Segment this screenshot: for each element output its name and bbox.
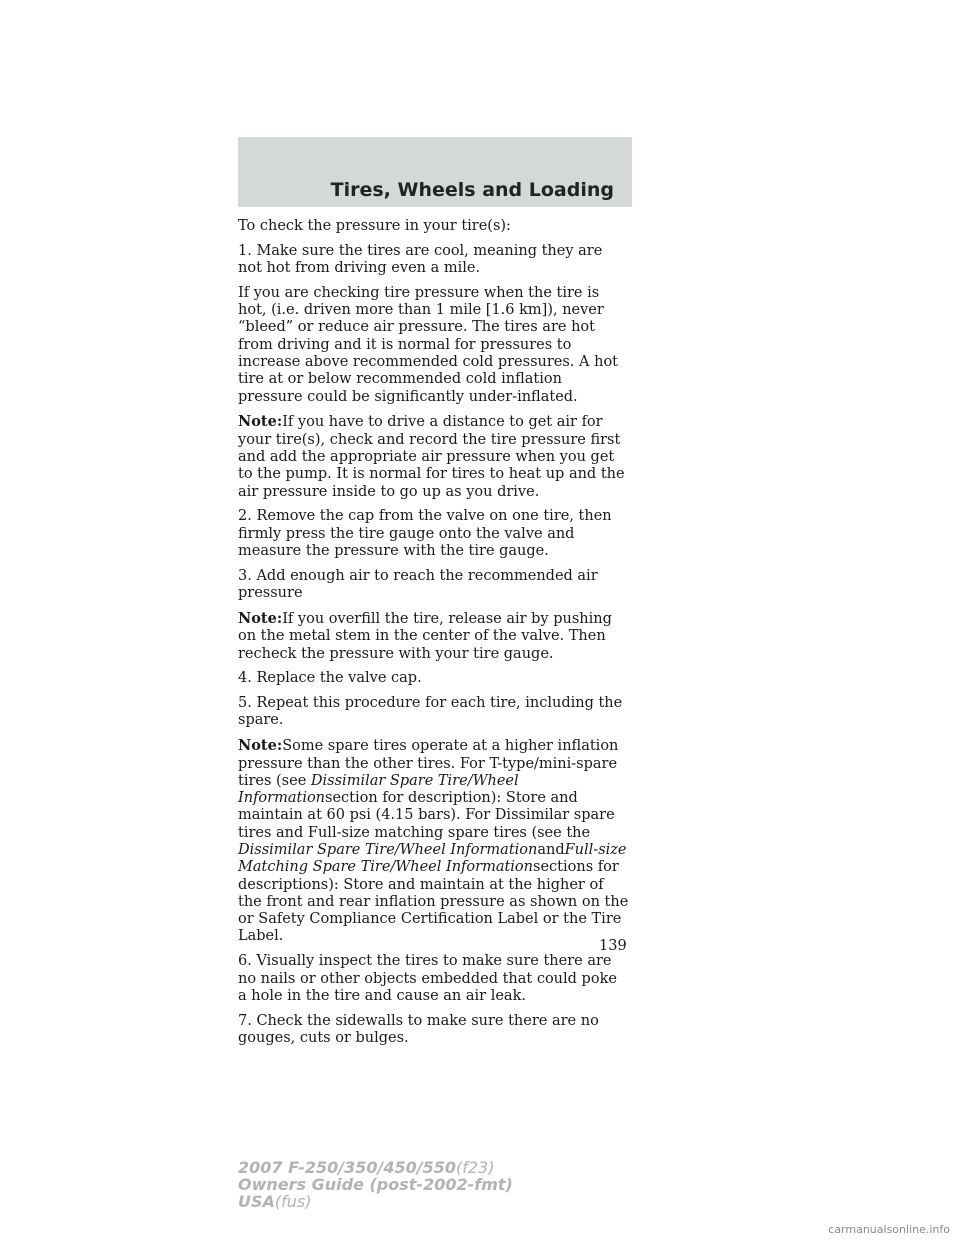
step-5: 5. Repeat this procedure for each tire, including the spare. — [238, 695, 623, 729]
step-6: 6. Visually inspect the tires to make sure there are no nails or other objects embedded that could poke a hole in the tire and cause an air leak. — [238, 953, 617, 1004]
section-header-band — [238, 137, 632, 207]
note-label: Note: — [238, 413, 283, 431]
note-2-text: If you overfill the tire, release air by pushing on the metal stem in the center of the valve. Then recheck the pressure with your tire gauge. — [238, 610, 612, 662]
intro-paragraph: To check the pressure in your tire(s): — [238, 218, 511, 234]
cross-reference-dissimilar-spare: Dissimilar Spare Tire/Wheel Information — [238, 842, 538, 858]
step-1: 1. Make sure the tires are cool, meaning they are not hot from driving even a mile. — [238, 242, 603, 277]
page-body — [238, 218, 630, 1055]
note-3 — [238, 737, 630, 946]
note-label: Note: — [238, 737, 283, 755]
note-2 — [238, 610, 630, 663]
note-label: Note: — [238, 609, 283, 627]
page-number: 139 — [599, 938, 627, 954]
step-3: 3. Add enough air to reach the recommended air pressure — [238, 567, 598, 602]
step-2: 2. Remove the cap from the valve on one tire, then firmly press the tire gauge onto the valve and measure the pressure with the tire gauge. — [238, 508, 612, 560]
step-7: 7. Check the sidewalls to make sure there are no gouges, cuts or bulges. — [238, 1012, 599, 1046]
watermark: carmanualsonline.info — [828, 1223, 950, 1236]
note-3-and: and — [537, 842, 565, 858]
note-1-text: If you have to drive a distance to get air for your tire(s), check and record the tire pressure first and add the appropriate air pressure when you get to the pump. It is normal for tires to heat up and the air pressure inside to go up as you drive. — [238, 414, 625, 500]
footer-line-3 — [238, 1193, 513, 1210]
document-footer — [238, 1159, 513, 1210]
note-3-text-b: section for description): Store and maintain at 60 psi (4.15 bars). For Dissimilar spare tires and Full-size matching spare tires (see the — [238, 790, 615, 841]
cross-reference-full-size-spare: Full-size Matching Spare Tire/Wheel Information — [238, 842, 627, 876]
footer-line-2: Owners Guide (post-2002-fmt) — [238, 1175, 513, 1194]
note-1 — [238, 413, 630, 500]
footer-model-code: (f23) — [456, 1158, 495, 1177]
step-4: 4. Replace the valve cap. — [238, 670, 422, 687]
footer-line-1 — [238, 1159, 513, 1176]
section-title: Tires, Wheels and Loading — [330, 179, 614, 201]
hot-tire-paragraph: If you are checking tire pressure when the tire is hot, (i.e. driven more than 1 mile [1.6 km]), never “bleed” or reduce air pressure. The tires are hot from driving and it is normal for pressures to increase above recommended cold pressures. A hot tire at or below recommended cold inflation pressure could be significantly under-inflated. — [238, 284, 619, 405]
footer-model: 2007 F-250/350/450/550 — [238, 1158, 456, 1177]
cross-reference-dissimilar-spare: Dissimilar Spare Tire/Wheel Information — [238, 772, 519, 807]
footer-market-code: (fus) — [274, 1192, 312, 1211]
note-3-text-c: sections for descriptions): Store and maintain at the higher of the front and rear inflation pressure as shown on the or Safety Compliance Certification Label or the Tire Label. — [238, 859, 629, 945]
footer-market: USA — [238, 1192, 275, 1211]
note-3-text-a: Some spare tires operate at a higher inflation pressure than the other tires. For T-type/mini-spare tires (see — [238, 738, 619, 789]
